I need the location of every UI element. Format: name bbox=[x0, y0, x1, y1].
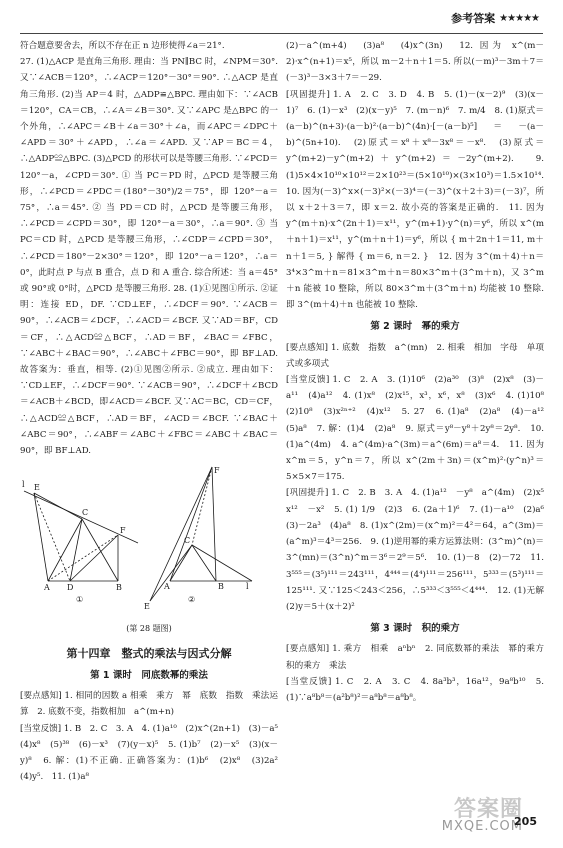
right-paragraph-7: [当堂反馈] 1. C 2. A 3. C 4. 8a³b³，16a¹²，9a⁸b¹⁰ 5. (1)∵a⁸b⁸＝(a²b⁸)²＝a⁸b⁸＝a⁸b⁸。 bbox=[286, 676, 544, 703]
left-paragraph-2: 27. (1)△ACP 是直角三角形. 理由：当 PN∥BC 时，∠NPM＝30°. 又∵∠ACB＝120°，∴∠ACP＝120°－30°＝90°. ∴△ACP 是直角三角形. (2)当 AP＝4 时，△ADP≌△BPC. 理由如下：∵∠ACB＝120°，CA＝CB，∴∠A＝∠B＝30°. 又∵∠APC 是△BPC 的一个外角，∴∠APC＝∠B＋∠a＝30°＋∠a，而∠APC＝∠DPC＋∠APD＝30°＋∠APD，∴∠a＝∠APD. 又∵AP＝BC＝4，∴△ADP≌△BPC. (3)△PCD 的形状可以是等腰三角形. ∵∠PCD＝120°－a，∠CPD＝30°. ① 当 PC＝PD 时，△PCD 是等腰三角形，∴∠PCD＝∠PDC＝(180°－30°)/2＝75°，即 120°－a＝75°，∴a＝45°. ② 当 PD＝CD 时，△PCD 是等腰三角形，∴∠PCD＝∠CPD＝30°，即 120°－a＝30°，∴a＝90°. ③ 当 PC＝CD 时，△PCD 是等腰三角形，∴∠CDP＝∠CPD＝30°，∴∠PCD＝180°－2×30°＝120°，即 120°－a＝120°，∴a＝0°，此时点 P 与点 B 重合，点 D 和 A 重合. 综合所述：当 a＝45°或 90°或 0°时，△PCD 是等腰三角形. 28. (1)①见图①所示. ②证明：连接 ED，DF. ∵CD⊥EF，∴∠DCF＝90°. ∵∠ACB＝90°，∴∠ACB＝∠DCF，∴∠ACD＝∠BCF. 又∵AD＝BF，CD＝CF，∴△ACD≌△BCF，∴AD＝BF，∠BAC＝∠FBC，∵∠ABC＋∠BAC＝90°，∴∠ABC＋∠FBC＝90°，即 BF⊥AD. 故答案为：垂直，相等. (2)①见图②所示. ②成立. 理由如下：∵CD⊥EF，∴∠DCF＝90°. ∵∠ACB＝90°，∴∠DCF＋∠BCD＝∠ACB＋∠BCD，即∠ACD＝∠BCF. 又∵AC＝BC，CD＝CF，∴△ACD≌△BCF，∴AD＝BF，∠ACD＝∠BCF. ∵∠BAC＋∠ABC＝90°，∴∠ABF＝∠ABC＋∠FBC＝∠ABC＋∠BAC＝90°，即 BF⊥AD. bbox=[20, 57, 278, 457]
chapter-title: 第十四章 整式的乘法与因式分解 bbox=[66, 646, 232, 660]
fig-label-c: C bbox=[82, 508, 89, 518]
fig-label-a: A bbox=[44, 583, 50, 593]
right-column bbox=[286, 38, 553, 706]
right-paragraph-5: [巩固提升] 1. C 2. B 3. A 4. (1)a¹² －y⁸ a^(4m) (2)x⁵ x¹² －x² 5. (1) 1/9 (2)3 6. (2a＋1)⁶ 7. (1)－a¹⁰ (2)a⁶ (3)－2a³ (4)a⁸ 8. (1)x^(2m)＝(x^m)²＝4²＝64，a^(3m)＝(a^m)³＝4³＝256. 9. (1)逆用幂的乘方运算法则：(3^m)^(n)＝3^(mn)＝(3^n)^m＝3⁶＝2⁹＝5⁶. 10. (1)－8 (2)－72 11. 3⁵⁵⁵＝(3⁵)¹¹¹＝243¹¹¹，4⁴⁴⁴＝(4⁴)¹¹¹＝256¹¹¹，5³³³＝(5³)¹¹¹＝125¹¹¹. 又∵125＜243＜256，∴5³³³＜3⁵⁵⁵＜4⁴⁴⁴. 12. (1)无解 (2)y＝5＋(x＋2)² bbox=[286, 488, 553, 612]
fig2-label-b: B bbox=[218, 582, 224, 592]
watermark-logo: 答案圈 bbox=[453, 797, 523, 822]
right-paragraph-2: [巩固提升] 1. A 2. C 3. D 4. B 5. (1)－(x－2)⁹ (3)(x－1)⁷ 6. (1)－x³ (2)(x－y)⁵ 7. (m－n)⁶ 7. m/4 8. (1)原式＝(a－b)^(n+3)·(a－b)²·(a－b)^(4n)·[－(a－b)⁵]＝－(a－b)^(5n+10). (2)原式＝x⁸＋x⁸－3x⁸＝－x⁸. (3)原式＝y^(m+2)－y^(m+2)＋y^(m+2)＝－2y^(m+2). 9. (1)5×4×10¹⁰×10¹²＝2×10²³＝(5×10¹⁰)×(3×10³)＝1.5×10¹⁴. 10. 因为(－3)^x×(－3)²×(－3)⁴＝(－3)^(x＋2＋3)＝(－3)⁷，所以 x＋2＋3＝7，即 x＝2. 故小亮的答案是正确的. 11. 因为 y^(m＋n)·x^(2n＋1)＝x¹¹，y^(m+1)·y^(n)＝y⁶，所以 x^(m＋n＋1)＝x¹¹，y^(m＋n＋1)＝y⁶，所以 { m＋2n＋1＝11, m＋n＋1＝5, } 解得 { m＝6, n＝2. } 12. 因为 3^(m＋4)＋n＝3⁴×3^m＋n＝81×3^m＋n＝80×3^m＋(3^m＋n)，又 3^m＋n 能被 10 整除，所以 80×3^m＋(3^m＋n) 均能被 10 整除. 即 3^(m＋4)＋n 也能被 10 整除. bbox=[286, 89, 553, 311]
figure-28-1 bbox=[24, 491, 138, 581]
figure-caption: (第 28 题图) bbox=[126, 624, 172, 634]
page-header bbox=[451, 10, 539, 26]
right-paragraph-3: [要点感知] 1. 底数 指数 a^(mn) 2. 相乘 相加 字母 单项式或多项式 bbox=[286, 342, 544, 369]
watermark-url: MXQE.COM bbox=[441, 819, 523, 834]
fig-2-label: ② bbox=[188, 595, 196, 605]
lesson-1-title: 第 1 课时 同底数幂的乘法 bbox=[90, 669, 208, 681]
fig2-label-l: l bbox=[246, 582, 249, 592]
fig-label-d: D bbox=[67, 583, 74, 593]
right-paragraph-4: [当堂反馈] 1. C 2. A 3. (1)10⁶ (2)a³⁰ (3)⁸ (2)x⁸ (3)－a¹¹ (4)a¹² 4. (1)x⁸ (2)x¹⁵，x³，x⁶，x⁸ (3)x⁶ 4. (1)10⁸ (2)10⁸ (3)x²ⁿ⁺² (4)x¹² 5. 27 6. (1)a⁸ (2)a⁸ (4)－a¹² (5)a⁸ 7. 解：(1)4 (2)a⁸ 9. 原式＝y⁸－y⁸＋2y⁸＝2y⁸. 10. (1)a^(4m) 4. a^(4m)·a^(3m)＝a^(6m)＝a⁸＝4. 11. 因为 x^m＝5，y^n＝7，所以 x^(2m＋3n)＝(x^m)²·(y^n)³＝5×5×7＝175. bbox=[286, 375, 553, 483]
fig2-label-f: F bbox=[214, 466, 220, 476]
header-title: 参考答案 bbox=[451, 12, 496, 25]
fig-label-b: B bbox=[116, 583, 122, 593]
figure-28 bbox=[20, 463, 278, 613]
fig-label-e: E bbox=[34, 483, 40, 493]
fig-1-label: ① bbox=[76, 595, 84, 605]
left-paragraph-3: [要点感知] 1. 相同的因数 a 相乘 乘方 幂 底数 指数 乘法运算 2. 底数不变，指数相加 a^(m+n) bbox=[20, 691, 278, 718]
header-stars: ★★★★★ bbox=[499, 12, 539, 24]
watermark bbox=[442, 792, 523, 834]
right-paragraph-1: (2)－a^(m+4) (3)a⁸ (4)x^(3n) 12. 因为 x^(m－2)·x^(n+1)＝x⁵，所以 m－2＋n＋1＝5. 所以(－m)³－3m＋7＝(－3)³－3×3＋7＝－29. bbox=[286, 41, 544, 84]
header-rule bbox=[20, 33, 543, 34]
page-number: 205 bbox=[514, 815, 537, 828]
left-paragraph-1: 符合题意要舍去，所以不存在正 n 边形使得∠a＝21°. bbox=[20, 41, 225, 51]
lesson-2-title: 第 2 课时 幂的乘方 bbox=[370, 321, 460, 333]
right-paragraph-6: [要点感知] 1. 乘方 相乘 aⁿbⁿ 2. 同底数幂的乘法 幂的乘方 积的乘方 乘法 bbox=[286, 644, 553, 671]
fig2-label-a: A bbox=[164, 582, 170, 592]
fig-label-l: l bbox=[22, 480, 25, 490]
left-column bbox=[20, 38, 287, 785]
lesson-3-title: 第 3 课时 积的乘方 bbox=[370, 623, 460, 635]
left-paragraph-4: [当堂反馈] 1. B 2. C 3. A 4. (1)a¹⁰ (2)x^(2n+1) (3)－a⁵ (4)x⁸ (5)³⁸ (6)－x³ (7)(y－x)⁵ 5. (1)b⁷ (2)－x⁵ (3)(x－y)⁸ 6. 解：(1)不正确. 正确答案为：(1)b⁶ (2)x⁸ (3)2a² (4)y⁵. 11. (1)a⁸ bbox=[20, 723, 287, 783]
figure-28-2 bbox=[150, 467, 252, 601]
fig2-label-c: C bbox=[184, 536, 191, 546]
fig-label-f: F bbox=[120, 526, 126, 536]
fig2-label-e: E bbox=[144, 602, 150, 612]
